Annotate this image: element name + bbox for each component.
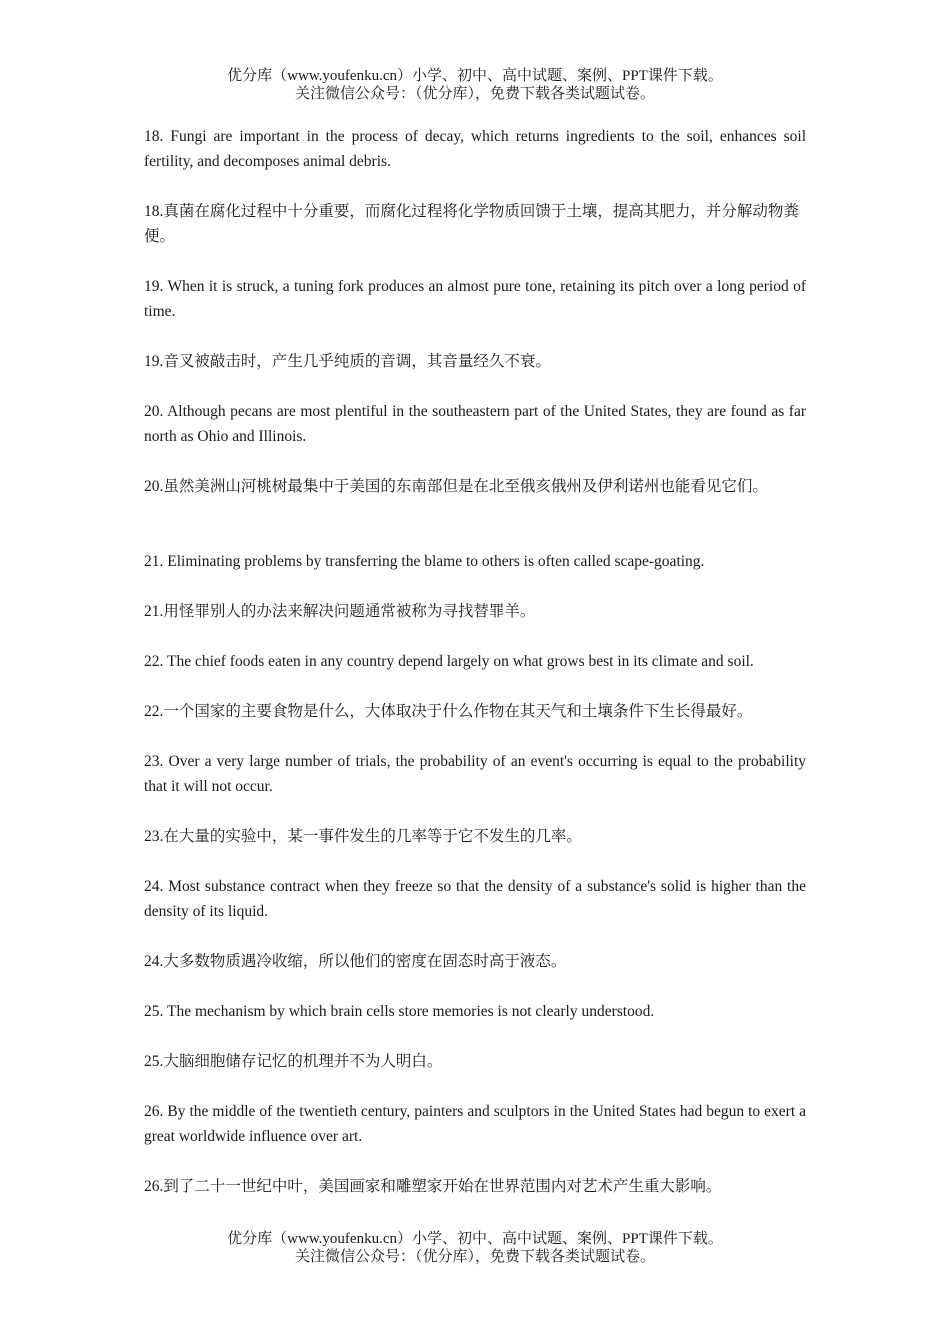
- sentence-24-en: 24. Most substance contract when they freeze so that the density of a substance's solid is higher than the density of its liquid.: [144, 878, 806, 920]
- sentence-20-en: 20. Although pecans are most plentiful in the southeastern part of the United States, they are found as far north as Ohio and Illinois.: [144, 403, 806, 445]
- sentence-21-zh: 21.用怪罪别人的办法来解决问题通常被称为寻找替罪羊。: [144, 603, 536, 620]
- sentence-25-en: 25. The mechanism by which brain cells store memories is not clearly understood.: [144, 1003, 655, 1020]
- page-header: [0, 67, 950, 103]
- footer-line-1: 优分库（www.youfenku.cn）小学、初中、高中试题、案例、PPT课件下载。: [227, 1231, 723, 1247]
- header-line-2: 关注微信公众号：（优分库），免费下载各类试题试卷。: [294, 86, 655, 102]
- sentence-23-zh: 23.在大量的实验中，某一事件发生的几率等于它不发生的几率。: [144, 828, 582, 845]
- sentence-18-zh: 18.真菌在腐化过程中十分重要，而腐化过程将化学物质回馈于土壤，提高其肥力，并分解动物粪便。: [144, 203, 799, 245]
- document-body: [144, 124, 806, 1224]
- sentence-24-zh: 24.大多数物质遇冷收缩，所以他们的密度在固态时高于液态。: [144, 953, 567, 970]
- sentence-25-zh: 25.大脑细胞储存记忆的机理并不为人明白。: [144, 1053, 443, 1070]
- page-footer: [0, 1230, 950, 1266]
- sentence-26-zh: 26.到了二十一世纪中叶，美国画家和雕塑家开始在世界范围内对艺术产生重大影响。: [144, 1178, 722, 1195]
- sentence-18-en: 18. Fungi are important in the process of decay, which returns ingredients to the soil, enhances soil fertility, and decomposes animal debris.: [144, 128, 806, 170]
- sentence-22-zh: 22.一个国家的主要食物是什么，大体取决于什么作物在其天气和土壤条件下生长得最好。: [144, 703, 753, 720]
- header-line-1: 优分库（www.youfenku.cn）小学、初中、高中试题、案例、PPT课件下载。: [227, 68, 723, 84]
- sentence-23-en: 23. Over a very large number of trials, the probability of an event's occurring is equal to the probability that it will not occur.: [144, 753, 806, 795]
- sentence-20-zh: 20.虽然美洲山河桃树最集中于美国的东南部但是在北至俄亥俄州及伊利诺州也能看见它们。: [144, 478, 768, 495]
- sentence-19-en: 19. When it is struck, a tuning fork produces an almost pure tone, retaining its pitch over a long period of time.: [144, 278, 806, 320]
- sentence-26-en: 26. By the middle of the twentieth century, painters and sculptors in the United States had begun to exert a great worldwide influence over art.: [144, 1103, 806, 1145]
- sentence-19-zh: 19.音叉被敲击时，产生几乎纯质的音调，其音量经久不衰。: [144, 353, 551, 370]
- footer-line-2: 关注微信公众号：（优分库），免费下载各类试题试卷。: [294, 1249, 655, 1265]
- sentence-21-en: 21. Eliminating problems by transferring the blame to others is often called scape-goating.: [144, 553, 705, 570]
- sentence-22-en: 22. The chief foods eaten in any country depend largely on what grows best in its climate and soil.: [144, 653, 754, 670]
